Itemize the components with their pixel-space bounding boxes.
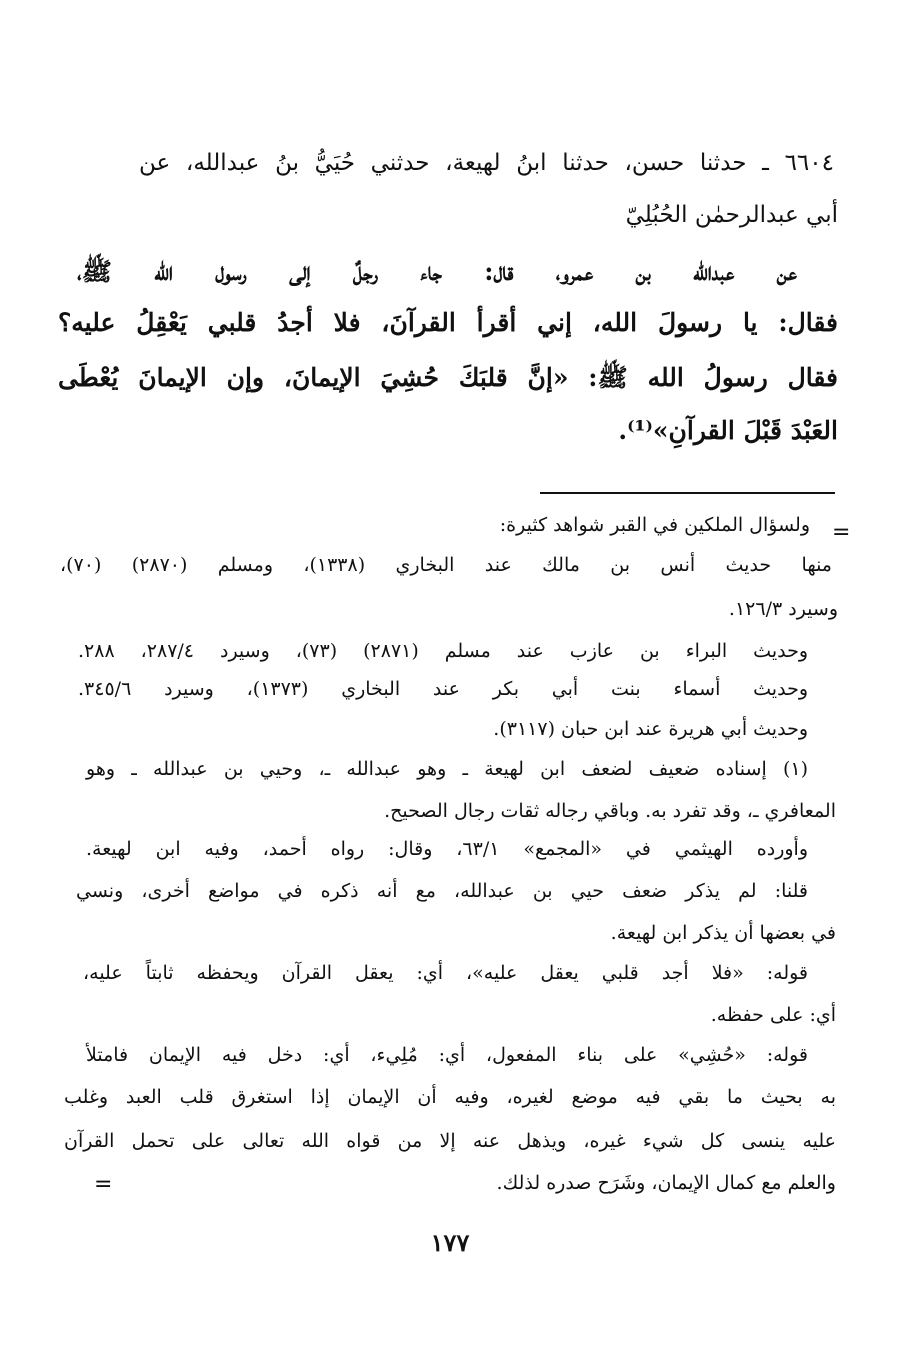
footnote-line-13: أي: على حفظه. bbox=[710, 1004, 836, 1026]
continuation-mark-top: = bbox=[832, 520, 851, 545]
page-number: ١٧٧ bbox=[430, 1228, 470, 1257]
footnote-line-12: قوله: «فلا أجد قلبي يعقل عليه»، أي: يعقل القرآن ويحفظه ثابتاً عليه، bbox=[83, 962, 808, 984]
isnad-line-1: ٦٦٠٤ ـ حدثنا حسن، حدثنا ابنُ لهيعة، حدثني حُيَيُّ بنُ عبدالله، عن bbox=[139, 150, 834, 176]
isnad-line-2: أبي عبدالرحمٰن الحُبُلِيّ bbox=[625, 202, 838, 228]
footnote-line-3: وسيرد ١٢٦/٣. bbox=[728, 598, 838, 620]
footnote-line-8: المعافري ـ، وقد تفرد به. وباقي رجاله ثقات رجال الصحيح. bbox=[384, 800, 836, 822]
matn-line-4: العَبْدَ قَبْلَ القرآنِ»⁽¹⁾. bbox=[618, 416, 838, 445]
matn-line-1: عن عبدالله بن عمرو، قال: جاء رجلٌ إلى رسول الله ﷺ، bbox=[77, 257, 797, 286]
continuation-mark-bottom: = bbox=[94, 1172, 113, 1197]
footnote-line-7: (١) إسناده ضعيف لضعف ابن لهيعة ـ وهو عبدالله ـ، وحيي بن عبدالله ـ وهو bbox=[86, 758, 808, 780]
footnote-line-1: ولسؤال الملكين في القبر شواهد كثيرة: bbox=[499, 514, 810, 536]
footnote-line-14: قوله: «حُشِي» على بناء المفعول، أي: مُلِيء، أي: دخل فيه الإيمان فامتلأ bbox=[86, 1044, 808, 1066]
footnote-separator bbox=[540, 492, 835, 494]
footnote-line-15: به بحيث ما بقي فيه موضع لغيره، وفيه أن الإيمان إذا استغرق قلب العبد وغلب bbox=[64, 1086, 836, 1108]
footnote-line-17: والعلم مع كمال الإيمان، وشَرَح صدره لذلك. bbox=[496, 1172, 836, 1194]
footnote-line-4: وحديث البراء بن عازب عند مسلم (٢٨٧١) (٧٣)، وسيرد ٢٨٧/٤، ٢٨٨. bbox=[78, 640, 809, 662]
matn-line-3: فقال رسولُ الله ﷺ: «إنَّ قلبَكَ حُشِيَ الإيمانَ، وإن الإيمانَ يُعْطَى bbox=[58, 363, 838, 392]
footnote-line-5: وحديث أسماء بنت أبي بكر عند البخاري (١٣٧٣)، وسيرد ٣٤٥/٦. bbox=[78, 678, 808, 700]
footnote-line-9: وأورده الهيثمي في «المجمع» ٦٣/١، وقال: رواه أحمد، وفيه ابن لهيعة. bbox=[86, 838, 809, 860]
footnote-line-6: وحديث أبي هريرة عند ابن حبان (٣١١٧). bbox=[493, 718, 808, 740]
footnote-line-10: قلنا: لم يذكر ضعف حيي بن عبدالله، مع أنه ذكره في مواضع أخرى، ونسي bbox=[76, 880, 808, 902]
matn-line-2: فقال: يا رسولَ الله، إني أقرأ القرآنَ، فلا أجدُ قلبي يَعْقِلُ عليه؟ bbox=[58, 308, 838, 337]
footnote-line-2: منها حديث أنس بن مالك عند البخاري (١٣٣٨)، ومسلم (٢٨٧٠) (٧٠)، bbox=[60, 554, 832, 576]
footnote-line-11: في بعضها أن يذكر ابن لهيعة. bbox=[610, 922, 836, 944]
footnote-line-16: عليه ينسى كل شيء غيره، ويذهل عنه إلا من قواه الله تعالى على تحمل القرآن bbox=[64, 1130, 836, 1152]
